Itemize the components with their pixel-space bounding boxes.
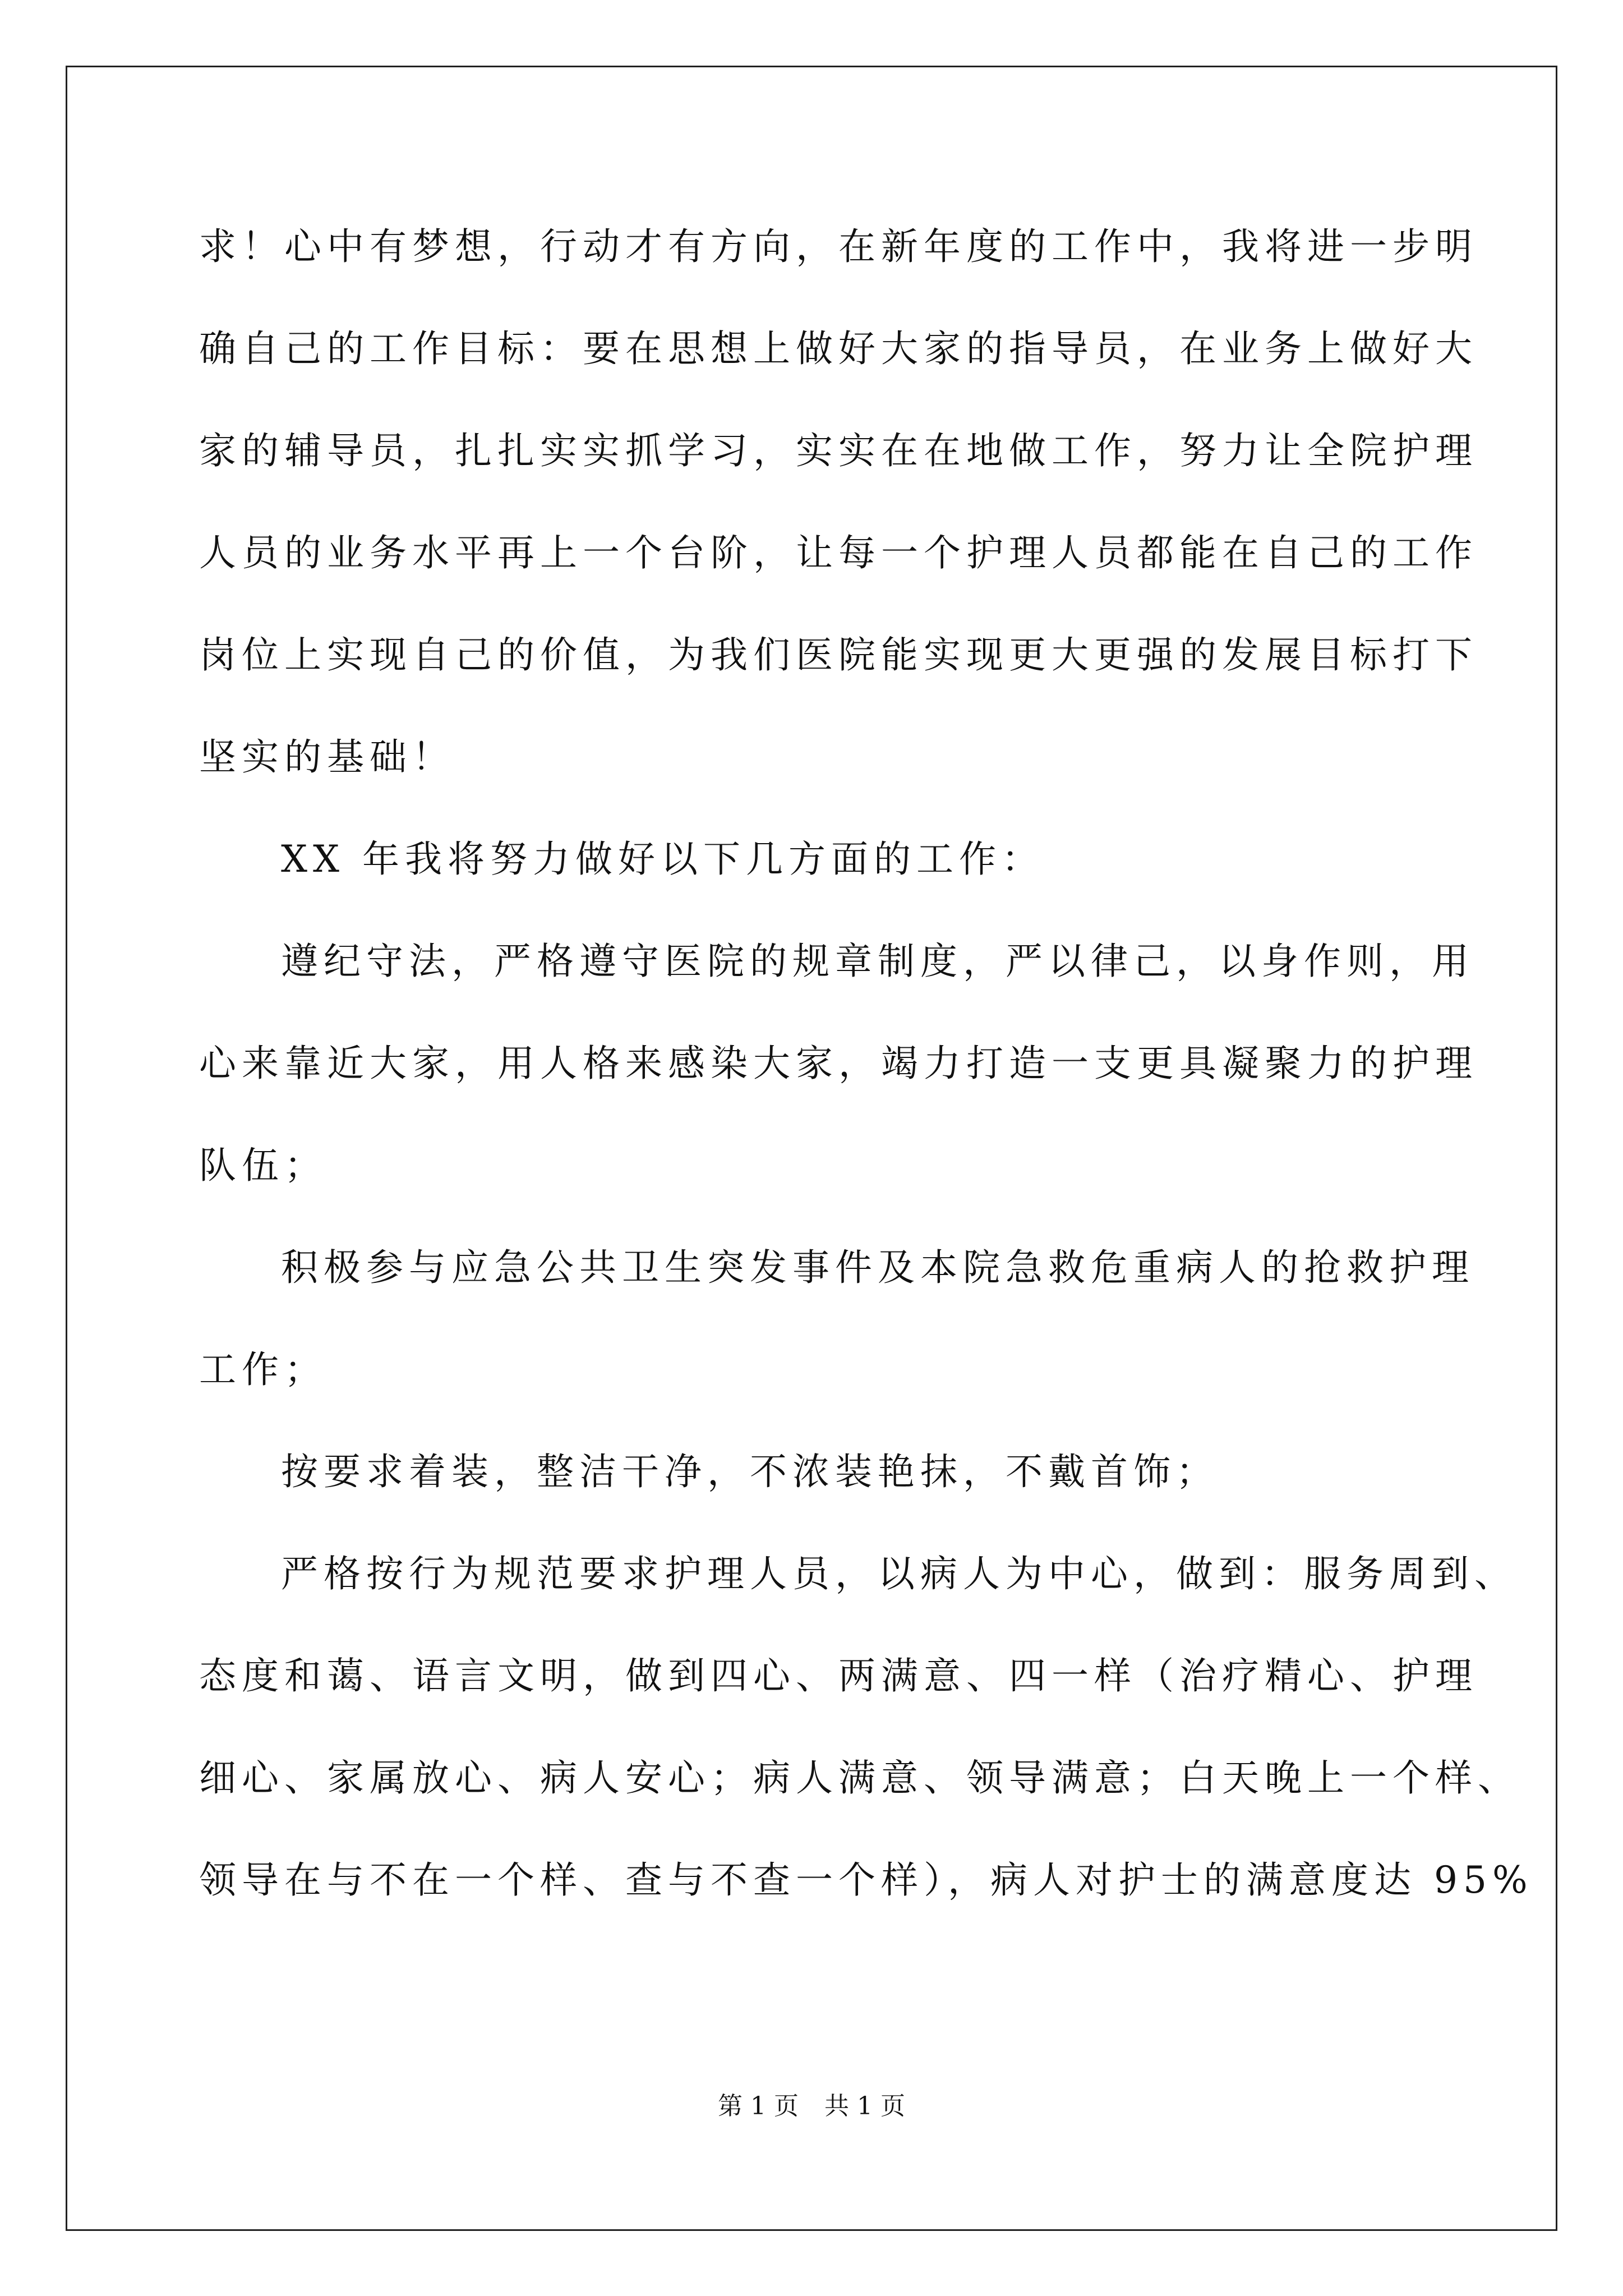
page-number-total: 共 1 页 — [824, 2092, 905, 2120]
paragraph-start-line: 按要求着装，整洁干净，不浓装艳抹，不戴首饰； — [281, 1450, 1219, 1493]
text-line: 家的辅导员，扎扎实实抓学习，实实在在地做工作，努力让全院护理 — [199, 429, 1478, 472]
paragraph-start-line: XX 年我将努力做好以下几方面的工作： — [281, 838, 1044, 881]
paragraph-start-line: 遵纪守法，严格遵守医院的规章制度，严以律己，以身作则，用 — [281, 940, 1474, 983]
text-line: 心来靠近大家，用人格来感染大家，竭力打造一支更具凝聚力的护理 — [199, 1042, 1478, 1085]
page-number-current: 第 1 页 — [718, 2092, 799, 2120]
text-line: 细心、家属放心、病人安心；病人满意、领导满意；白天晚上一个样、 — [199, 1756, 1520, 1800]
text-line: 工作； — [199, 1348, 327, 1391]
document-body — [199, 219, 1533, 1954]
text-line: 人员的业务水平再上一个台阶，让每一个护理人员都能在自己的工作 — [199, 531, 1478, 574]
paragraph-start-line: 积极参与应急公共卫生突发事件及本院急救危重病人的抢救护理 — [281, 1246, 1474, 1289]
text-line: 队伍； — [199, 1144, 327, 1187]
text-line: 领导在与不在一个样、查与不查一个样），病人对护士的满意度达 95% — [199, 1858, 1533, 1902]
text-line: 坚实的基础！ — [199, 735, 455, 779]
page-footer — [0, 2090, 1623, 2123]
text-line: 岗位上实现自己的价值，为我们医院能实现更大更强的发展目标打下 — [199, 633, 1478, 677]
text-line: 确自己的工作目标：要在思想上做好大家的指导员，在业务上做好大 — [199, 327, 1478, 370]
text-line: 求！心中有梦想，行动才有方向，在新年度的工作中，我将进一步明 — [199, 225, 1478, 268]
text-line: 态度和蔼、语言文明，做到四心、两满意、四一样（治疗精心、护理 — [199, 1654, 1478, 1697]
paragraph-start-line: 严格按行为规范要求护理人员，以病人为中心，做到：服务周到、 — [281, 1552, 1517, 1595]
